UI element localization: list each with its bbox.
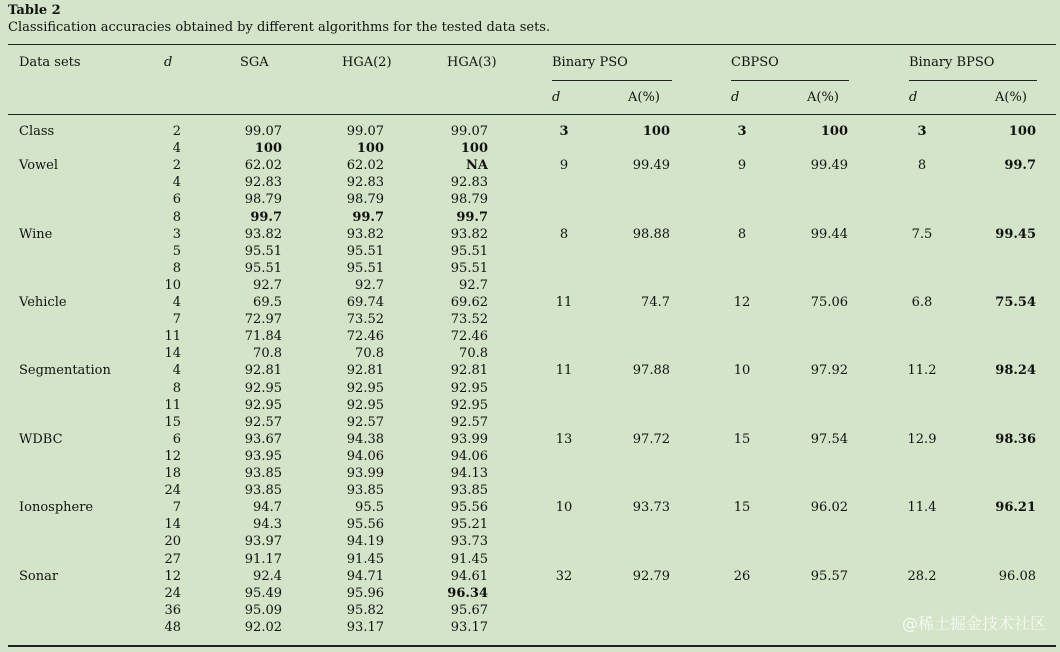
cell-bpso-d: 11 bbox=[555, 295, 573, 310]
cell-sga: 94.7 bbox=[253, 500, 282, 516]
cell-hga2: 92.7 bbox=[355, 277, 384, 293]
cell-bbpso-d: 6.8 bbox=[911, 295, 933, 310]
cell-hga3: 98.79 bbox=[450, 192, 488, 208]
cell-bpso-d: 10 bbox=[555, 500, 573, 516]
cell-bpso-a: 97.88 bbox=[632, 363, 670, 379]
cell-hga2: 95.51 bbox=[346, 260, 384, 276]
bpso-sub-d: d bbox=[552, 90, 561, 105]
cell-hga3: 95.51 bbox=[450, 260, 488, 276]
cell-bbpso-d: 11.4 bbox=[907, 500, 937, 516]
cell-sga: 95.09 bbox=[244, 602, 282, 618]
cell-sga: 92.4 bbox=[253, 568, 282, 584]
cell-d: 12 bbox=[164, 448, 181, 464]
cell-sga: 92.83 bbox=[244, 175, 282, 191]
cell-bpso-d: 9 bbox=[559, 158, 569, 174]
cell-cbpso-d: 9 bbox=[737, 158, 747, 174]
cell-hga3: 93.85 bbox=[450, 483, 488, 499]
cell-hga3: 94.13 bbox=[450, 466, 488, 481]
cell-d: 11 bbox=[164, 397, 181, 413]
cell-sga: 92.95 bbox=[244, 397, 282, 413]
header-hga2: HGA(2) bbox=[342, 55, 392, 70]
cell-d: 36 bbox=[164, 602, 181, 618]
dataset-name: Ionosphere bbox=[19, 500, 94, 516]
cell-hga2: 95.82 bbox=[346, 602, 384, 618]
cell-hga2: 95.51 bbox=[346, 243, 384, 259]
cell-sga: 69.5 bbox=[253, 295, 282, 310]
cell-bpso-a: 98.88 bbox=[632, 226, 670, 242]
cell-hga2: 92.57 bbox=[346, 414, 384, 430]
cell-d: 6 bbox=[172, 431, 181, 447]
bbpso-sub-d: d bbox=[909, 90, 918, 105]
cell-bpso-d: 3 bbox=[559, 124, 569, 139]
cell-bbpso-d: 11.2 bbox=[907, 363, 937, 379]
dataset-name: Wine bbox=[19, 226, 53, 242]
cell-sga: 95.51 bbox=[244, 243, 282, 259]
cell-hga2: 94.19 bbox=[346, 534, 384, 550]
cell-d: 12 bbox=[164, 568, 181, 584]
table-caption: Classification accuracies obtained by different algorithms for the tested data sets. bbox=[8, 20, 551, 35]
cell-sga: 92.95 bbox=[244, 380, 282, 396]
header-cbpso: CBPSO bbox=[731, 55, 779, 70]
dataset-name: Class bbox=[19, 124, 55, 139]
cell-hga3: 93.99 bbox=[450, 431, 488, 447]
cell-hga2: 92.81 bbox=[346, 363, 384, 379]
cell-hga3: 92.7 bbox=[459, 277, 488, 293]
cell-sga: 100 bbox=[254, 141, 282, 157]
cell-bbpso-d: 3 bbox=[917, 124, 927, 139]
cell-sga: 92.02 bbox=[244, 619, 282, 635]
cell-hga3: 95.67 bbox=[450, 602, 488, 618]
cell-hga3: 99.7 bbox=[456, 209, 488, 225]
cell-hga2: 93.82 bbox=[346, 226, 384, 242]
cell-d: 4 bbox=[172, 141, 181, 157]
cell-cbpso-a: 99.44 bbox=[810, 226, 848, 242]
cell-d: 15 bbox=[164, 414, 181, 430]
cell-sga: 95.49 bbox=[244, 585, 282, 601]
cell-bpso-a: 93.73 bbox=[632, 500, 670, 516]
cell-cbpso-a: 97.92 bbox=[810, 363, 848, 379]
cell-d: 14 bbox=[164, 346, 181, 362]
cell-hga2: 95.56 bbox=[346, 517, 384, 533]
cell-hga3: 96.34 bbox=[447, 585, 488, 601]
cell-d: 4 bbox=[172, 295, 181, 310]
dataset-name: Sonar bbox=[19, 568, 59, 584]
cell-bbpso-a: 75.54 bbox=[995, 295, 1036, 310]
cell-cbpso-d: 15 bbox=[733, 500, 751, 516]
cell-hga3: 92.95 bbox=[450, 380, 488, 396]
cell-d: 11 bbox=[164, 329, 181, 345]
cell-hga2: 93.99 bbox=[346, 466, 384, 481]
cell-hga2: 99.07 bbox=[346, 124, 384, 139]
cell-bpso-d: 8 bbox=[559, 226, 569, 242]
cell-hga2: 98.79 bbox=[346, 192, 384, 208]
cell-hga2: 92.83 bbox=[346, 175, 384, 191]
cbpso-sub-d: d bbox=[731, 90, 740, 105]
cell-sga: 91.17 bbox=[244, 551, 282, 567]
cell-bpso-a: 74.7 bbox=[641, 295, 670, 310]
cell-hga2: 99.7 bbox=[352, 209, 384, 225]
cell-hga3: 95.56 bbox=[450, 500, 488, 516]
header-bpso: Binary PSO bbox=[552, 55, 628, 70]
cell-sga: 92.81 bbox=[244, 363, 282, 379]
cell-sga: 71.84 bbox=[244, 329, 282, 345]
cell-bbpso-d: 8 bbox=[917, 158, 927, 174]
cell-d: 27 bbox=[164, 551, 181, 567]
cell-hga3: 99.07 bbox=[450, 124, 488, 139]
cell-d: 48 bbox=[164, 619, 181, 635]
cell-bpso-d: 11 bbox=[555, 363, 573, 379]
header-bottom-rule bbox=[8, 114, 1056, 115]
cell-bpso-d: 13 bbox=[555, 431, 573, 447]
bbpso-sub-a: A(%) bbox=[995, 90, 1027, 105]
cell-bbpso-d: 12.9 bbox=[907, 431, 937, 447]
cell-hga3: 94.61 bbox=[450, 568, 488, 584]
cell-hga3: 91.45 bbox=[450, 551, 488, 567]
cell-bpso-a: 100 bbox=[642, 124, 670, 139]
cell-hga3: 70.8 bbox=[459, 346, 488, 362]
top-rule bbox=[8, 44, 1056, 45]
cell-sga: 62.02 bbox=[244, 158, 282, 174]
cell-bpso-a: 92.79 bbox=[632, 568, 670, 584]
cell-d: 7 bbox=[172, 312, 181, 328]
cell-hga3: 92.57 bbox=[450, 414, 488, 430]
cell-hga3: 92.81 bbox=[450, 363, 488, 379]
cell-hga2: 92.95 bbox=[346, 380, 384, 396]
cell-d: 18 bbox=[164, 466, 181, 481]
cell-hga3: 69.62 bbox=[450, 295, 488, 310]
header-datasets: Data sets bbox=[19, 55, 81, 70]
dataset-name: Vehicle bbox=[19, 295, 67, 310]
cell-d: 4 bbox=[172, 363, 181, 379]
cell-hga3: 93.17 bbox=[450, 619, 488, 635]
cell-hga3: 95.21 bbox=[450, 517, 488, 533]
cell-d: 10 bbox=[164, 277, 181, 293]
table-label: Table 2 bbox=[8, 3, 61, 18]
cell-sga: 94.3 bbox=[253, 517, 282, 533]
cell-sga: 72.97 bbox=[244, 312, 282, 328]
cell-d: 6 bbox=[172, 192, 181, 208]
cell-bbpso-a: 99.7 bbox=[1004, 158, 1036, 174]
cell-sga: 93.97 bbox=[244, 534, 282, 550]
cell-sga: 98.79 bbox=[244, 192, 282, 208]
header-bbpso: Binary BPSO bbox=[909, 55, 995, 70]
cell-d: 2 bbox=[172, 158, 181, 174]
cell-d: 2 bbox=[172, 124, 181, 139]
cell-d: 14 bbox=[164, 517, 181, 533]
cell-bbpso-a: 99.45 bbox=[995, 226, 1036, 242]
cell-hga2: 94.71 bbox=[346, 568, 384, 584]
cell-hga2: 62.02 bbox=[346, 158, 384, 174]
cell-sga: 70.8 bbox=[253, 346, 282, 362]
cell-hga3: 94.06 bbox=[450, 448, 488, 464]
cell-d: 4 bbox=[172, 175, 181, 191]
cell-hga2: 73.52 bbox=[346, 312, 384, 328]
cell-d: 5 bbox=[172, 243, 181, 259]
cbpso-subrule bbox=[731, 80, 849, 81]
cell-bpso-a: 99.49 bbox=[632, 158, 670, 174]
cell-sga: 95.51 bbox=[244, 260, 282, 276]
header-d: d bbox=[164, 55, 173, 70]
cell-cbpso-a: 95.57 bbox=[810, 568, 848, 584]
cell-d: 24 bbox=[164, 585, 181, 601]
cell-bbpso-a: 98.24 bbox=[995, 363, 1036, 379]
cell-d: 7 bbox=[172, 500, 181, 516]
cell-hga2: 72.46 bbox=[346, 329, 384, 345]
bpso-subrule bbox=[552, 80, 672, 81]
header-sga: SGA bbox=[240, 55, 269, 70]
cell-bbpso-a: 100 bbox=[1008, 124, 1036, 139]
cell-cbpso-a: 99.49 bbox=[810, 158, 848, 174]
cell-cbpso-a: 97.54 bbox=[810, 431, 848, 447]
cell-d: 20 bbox=[164, 534, 181, 550]
cell-sga: 99.7 bbox=[250, 209, 282, 225]
dataset-name: Vowel bbox=[19, 158, 58, 174]
bottom-rule bbox=[8, 645, 1056, 647]
cell-cbpso-a: 96.02 bbox=[810, 500, 848, 516]
cell-d: 3 bbox=[172, 226, 181, 242]
cell-hga3: 93.73 bbox=[450, 534, 488, 550]
cell-hga2: 91.45 bbox=[346, 551, 384, 567]
cell-hga2: 94.06 bbox=[346, 448, 384, 464]
cell-hga2: 94.38 bbox=[346, 431, 384, 447]
cell-hga3: 72.46 bbox=[450, 329, 488, 345]
cell-hga3: NA bbox=[466, 158, 488, 174]
cell-cbpso-d: 15 bbox=[733, 431, 751, 447]
cell-bbpso-d: 7.5 bbox=[911, 226, 933, 242]
cell-hga2: 100 bbox=[356, 141, 384, 157]
cell-cbpso-a: 75.06 bbox=[810, 295, 848, 310]
cell-sga: 93.85 bbox=[244, 483, 282, 499]
cell-hga2: 95.5 bbox=[355, 500, 384, 516]
cell-sga: 92.7 bbox=[253, 277, 282, 293]
cell-bpso-d: 32 bbox=[555, 568, 573, 584]
cell-cbpso-d: 8 bbox=[737, 226, 747, 242]
cell-sga: 92.57 bbox=[244, 414, 282, 430]
cell-bbpso-a: 96.08 bbox=[998, 568, 1036, 584]
cell-d: 8 bbox=[172, 260, 181, 276]
cell-bbpso-a: 98.36 bbox=[995, 431, 1036, 447]
cell-sga: 93.67 bbox=[244, 431, 282, 447]
cell-hga2: 92.95 bbox=[346, 397, 384, 413]
cell-hga2: 95.96 bbox=[346, 585, 384, 601]
cell-hga3: 92.83 bbox=[450, 175, 488, 191]
cell-hga2: 70.8 bbox=[355, 346, 384, 362]
header-hga3: HGA(3) bbox=[447, 55, 497, 70]
cell-sga: 93.95 bbox=[244, 448, 282, 464]
dataset-name: WDBC bbox=[19, 431, 63, 447]
bbpso-subrule bbox=[909, 80, 1037, 81]
cell-sga: 99.07 bbox=[244, 124, 282, 139]
cell-d: 24 bbox=[164, 483, 181, 499]
cell-sga: 93.82 bbox=[244, 226, 282, 242]
bpso-sub-a: A(%) bbox=[628, 90, 660, 105]
cell-hga3: 92.95 bbox=[450, 397, 488, 413]
cell-sga: 93.85 bbox=[244, 466, 282, 481]
cell-bpso-a: 97.72 bbox=[632, 431, 670, 447]
cell-hga3: 73.52 bbox=[450, 312, 488, 328]
dataset-name: Segmentation bbox=[19, 363, 111, 379]
cell-hga2: 93.85 bbox=[346, 483, 384, 499]
cell-cbpso-d: 26 bbox=[733, 568, 751, 584]
cell-hga2: 69.74 bbox=[346, 295, 384, 310]
cell-bbpso-a: 96.21 bbox=[995, 500, 1036, 516]
cell-d: 8 bbox=[172, 380, 181, 396]
watermark: @稀土掘金技术社区 bbox=[901, 614, 1046, 633]
cell-cbpso-d: 3 bbox=[737, 124, 747, 139]
cell-d: 8 bbox=[172, 209, 181, 225]
cell-hga3: 100 bbox=[460, 141, 488, 157]
cell-hga3: 93.82 bbox=[450, 226, 488, 242]
cell-bbpso-d: 28.2 bbox=[907, 568, 937, 584]
cell-hga3: 95.51 bbox=[450, 243, 488, 259]
cell-hga2: 93.17 bbox=[346, 619, 384, 635]
cell-cbpso-d: 12 bbox=[733, 295, 751, 310]
cell-cbpso-a: 100 bbox=[820, 124, 848, 139]
cbpso-sub-a: A(%) bbox=[807, 90, 839, 105]
cell-cbpso-d: 10 bbox=[733, 363, 751, 379]
